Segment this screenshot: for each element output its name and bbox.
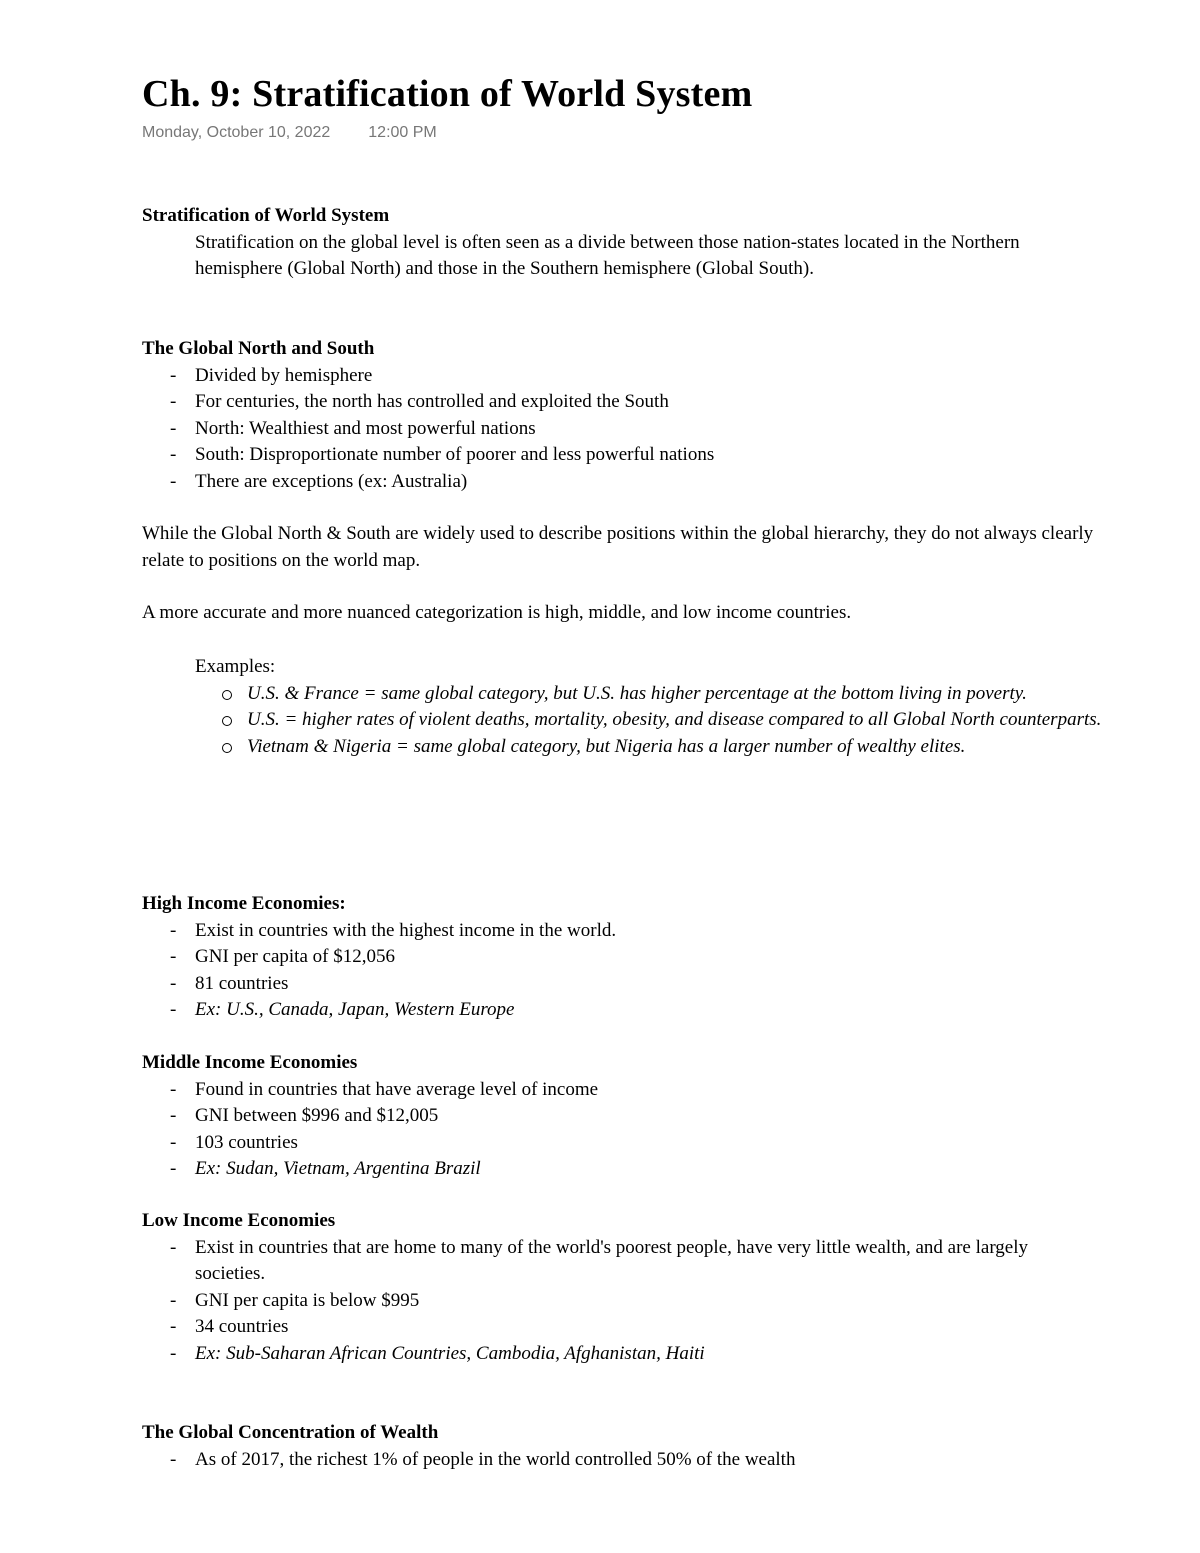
list-item: - Exist in countries with the highest income in the world. bbox=[142, 918, 1102, 945]
list-item: U.S. & France = same global category, but U.S. has higher percentage at the bottom living in poverty. bbox=[142, 681, 1102, 708]
list-item: - For centuries, the north has controlled and exploited the South bbox=[142, 389, 1102, 416]
list-item: - Divided by hemisphere bbox=[142, 363, 1102, 390]
section-examples bbox=[142, 654, 1102, 760]
page-title: Ch. 9: Stratification of World System bbox=[142, 73, 753, 115]
paragraph: A more accurate and more nuanced categorization is high, middle, and low income countries. bbox=[142, 602, 852, 623]
list-item: - GNI per capita is below $995 bbox=[142, 1288, 1102, 1315]
section-heading: The Global North and South bbox=[142, 338, 375, 359]
section-paragraph: Stratification on the global level is often seen as a divide between those nation-states located in the Northern hemisphere (Global North) and those in the Southern hemisphere (Global South). bbox=[195, 231, 1020, 279]
list-item: - 34 countries bbox=[142, 1314, 1102, 1341]
section-heading: The Global Concentration of Wealth bbox=[142, 1422, 439, 1443]
list-item: - GNI per capita of $12,056 bbox=[142, 944, 1102, 971]
list-item: - GNI between $996 and $12,005 bbox=[142, 1103, 1102, 1130]
section-low-income bbox=[142, 1208, 1102, 1367]
examples-label: Examples: bbox=[195, 656, 276, 677]
section-stratification bbox=[142, 203, 1102, 283]
list-item: - Found in countries that have average level of income bbox=[142, 1077, 1102, 1104]
bullet-list bbox=[142, 1447, 1102, 1474]
bullet-list bbox=[142, 363, 1102, 496]
section-heading: Stratification of World System bbox=[142, 205, 390, 226]
section-heading: Middle Income Economies bbox=[142, 1052, 358, 1073]
list-item-example: - Ex: U.S., Canada, Japan, Western Europe bbox=[142, 997, 1102, 1024]
bullet-list bbox=[142, 1235, 1102, 1368]
list-item: - As of 2017, the richest 1% of people in the world controlled 50% of the wealth bbox=[142, 1447, 1102, 1474]
examples-list bbox=[142, 681, 1102, 761]
section-wealth bbox=[142, 1420, 1102, 1473]
note-date: Monday, October 10, 2022 bbox=[142, 124, 331, 141]
section-heading: High Income Economies: bbox=[142, 893, 346, 914]
note-page bbox=[142, 70, 1102, 146]
list-item: - South: Disproportionate number of poorer and less powerful nations bbox=[142, 442, 1102, 469]
list-item: Vietnam & Nigeria = same global category, but Nigeria has a larger number of wealthy elites. bbox=[142, 734, 1102, 761]
paragraph: While the Global North & South are widely used to describe positions within the global hierarchy, they do not always clearly relate to positions on the world map. bbox=[142, 523, 1094, 571]
section-paragraph-hierarchy bbox=[142, 521, 1102, 574]
section-middle-income bbox=[142, 1050, 1102, 1183]
list-item: - North: Wealthiest and most powerful nations bbox=[142, 416, 1102, 443]
section-north-south bbox=[142, 336, 1102, 495]
section-high-income bbox=[142, 891, 1102, 1024]
section-paragraph-categorization bbox=[142, 600, 1102, 627]
list-item: - 81 countries bbox=[142, 971, 1102, 998]
note-time: 12:00 PM bbox=[368, 124, 437, 141]
bullet-list bbox=[142, 1077, 1102, 1183]
list-item-example: - Ex: Sudan, Vietnam, Argentina Brazil bbox=[142, 1156, 1102, 1183]
list-item: - Exist in countries that are home to many of the world's poorest people, have very little wealth, and are largely societies. bbox=[142, 1235, 1102, 1288]
list-item: - 103 countries bbox=[142, 1130, 1102, 1157]
bullet-list bbox=[142, 918, 1102, 1024]
section-heading: Low Income Economies bbox=[142, 1210, 336, 1231]
list-item-example: - Ex: Sub-Saharan African Countries, Cambodia, Afghanistan, Haiti bbox=[142, 1341, 1102, 1368]
list-item: - There are exceptions (ex: Australia) bbox=[142, 469, 1102, 496]
note-timestamp bbox=[142, 124, 1102, 146]
list-item: U.S. = higher rates of violent deaths, mortality, obesity, and disease compared to all Global North counterparts. bbox=[142, 707, 1102, 734]
